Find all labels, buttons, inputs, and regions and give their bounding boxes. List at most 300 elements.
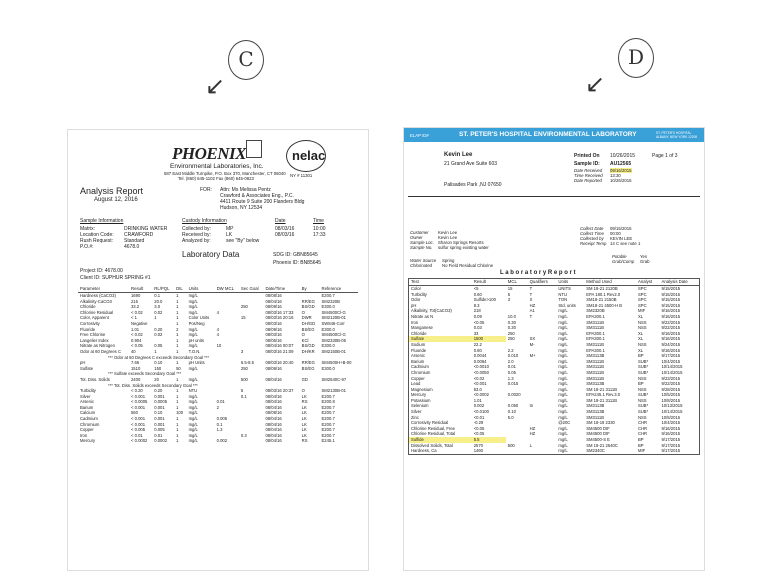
sample-id-value: AU12565	[610, 161, 632, 167]
table-cell: 0.0005	[154, 399, 168, 405]
table-cell: 20.0	[154, 298, 163, 304]
table-cell: 7.66	[130, 360, 140, 366]
table-cell: 9/24/2015	[661, 341, 681, 347]
table-cell: mg/L	[188, 332, 198, 338]
table-cell: SM 18-19 2330	[586, 420, 615, 426]
table-cell: SUB*	[637, 403, 649, 409]
table-cell: 08/03/16	[265, 332, 282, 338]
table-cell: <0.001	[473, 381, 487, 387]
dates-block: 08/03/16 10:00 08/03/16 17:33	[275, 226, 326, 238]
table-cell: mg/L	[188, 438, 198, 444]
table-cell: Nitrate as N	[411, 313, 434, 319]
table-cell: mg/L	[188, 365, 198, 371]
table-cell: M+	[529, 353, 536, 359]
header-title: ST. PETER'S HOSPITAL ENVIRONMENTAL LABORATORY	[459, 131, 637, 138]
table-cell: Arsenic	[411, 353, 425, 359]
table-cell: SPC	[637, 291, 647, 297]
table-cell: 1	[176, 393, 179, 399]
potable-meta: Potable Yes Grab/Comp Grab	[612, 254, 650, 264]
table-cell: 63.0	[473, 386, 482, 392]
page-number: Page 1 of 3	[652, 153, 678, 159]
st-peters-lab-report	[404, 128, 704, 570]
table-cell: Turbidity	[80, 388, 96, 394]
table-cell: Cadmium	[80, 416, 98, 422]
table-cell: < 0.0005	[130, 399, 148, 405]
sample-info-heading: Sample Information	[80, 218, 124, 224]
table-cell: 1510	[130, 365, 141, 371]
table-cell: mg/L	[558, 397, 568, 403]
table-cell: Chromium	[80, 421, 100, 427]
table-cell: < 0.0002	[130, 438, 148, 444]
table-cell: 9/16/2015	[661, 336, 681, 342]
table-cell: SM2130B-01	[321, 388, 346, 394]
table-cell: <0.02	[473, 375, 485, 381]
table-cell: O	[301, 332, 305, 338]
table-cell: Alkalinity, Tot(CaCO3)	[411, 308, 452, 314]
table-cell: 0.0064	[473, 358, 487, 364]
table-cell: 10/4/2015	[661, 358, 681, 364]
table-cell: 22.2	[473, 341, 482, 347]
table-cell: Arsenic	[80, 399, 94, 405]
table-cell: DH/GD	[301, 320, 316, 326]
table-cell: 2	[176, 326, 179, 332]
table-cell: E200.8	[321, 399, 335, 405]
phoenix-analysis-report	[68, 130, 368, 570]
table-cell: < 0.02	[130, 332, 143, 338]
table-cell: Odor	[411, 297, 421, 303]
table-cell: 1	[176, 432, 179, 438]
table-cell: 500	[507, 442, 515, 448]
table-cell: Sulfate	[409, 336, 472, 342]
table-cell: 0.05	[507, 369, 516, 375]
table-cell: XL	[637, 313, 644, 319]
table-cell: SM3113B	[586, 403, 605, 409]
table-cell: mg/L	[188, 309, 198, 315]
table-cell: RS	[301, 399, 308, 405]
table-cell: SM3111B	[586, 369, 605, 375]
table-cell: XL	[637, 347, 644, 353]
table-cell: 1	[176, 388, 179, 394]
table-cell: SM 18-21 3111B	[586, 397, 618, 403]
table-cell: 9/23/2015	[661, 375, 681, 381]
table-cell: NTU	[188, 388, 198, 394]
table-cell: SPC	[637, 286, 647, 291]
table-cell: DH/KR	[301, 348, 315, 354]
table-cell: 560	[130, 410, 138, 416]
table-cell: < 0.20	[130, 388, 143, 394]
custody-block: Collected by: MP Received by: LK Analyzed by: see "By" below	[182, 226, 260, 244]
table-cell: 1460	[473, 448, 484, 454]
table-cell: pH	[411, 302, 417, 308]
table-cell: SM3111B	[586, 414, 605, 420]
table-cell: 0.1	[240, 393, 247, 399]
table-cell: Barium	[411, 358, 425, 364]
table-cell: Alkalinity-CaCO3	[80, 298, 112, 304]
table-cell: CHR	[637, 420, 648, 426]
table-cell: Chloride	[411, 330, 427, 336]
table-cell: mg/L	[558, 369, 568, 375]
table-cell: mg/L	[188, 326, 198, 332]
table-cell: 1	[176, 293, 179, 298]
table-cell: Copper	[80, 427, 94, 433]
table-cell: Sulfate	[80, 365, 94, 371]
table-cell: Chlorine Residual, Free	[411, 425, 455, 431]
table-cell: Hardness (CaCO3)	[80, 293, 116, 298]
table-cell: mg/L	[558, 386, 568, 392]
table-cell: mg/L	[188, 393, 198, 399]
header-address: ST. PETER'S HOSPITAL ALBANY, NEW YORK 12208	[656, 131, 697, 139]
table-cell: <0.05	[473, 425, 485, 431]
table-cell: O	[301, 309, 305, 315]
table-cell: Magnesium	[411, 386, 433, 392]
table-cell: Hardness, Ca	[411, 448, 437, 454]
divider	[408, 196, 700, 197]
table-cell: 08/05/16	[265, 337, 282, 343]
table-cell: SM2340C	[586, 448, 605, 454]
table-cell: 08/08/16	[265, 293, 282, 298]
table-cell: Fluoride	[80, 326, 96, 332]
table-cell: 0.10	[154, 410, 163, 416]
table-cell: mg/L	[188, 399, 198, 405]
table-cell: <0.0050	[473, 369, 489, 375]
table-cell: 9/16/2015	[661, 425, 681, 431]
table-cell: Langelier Index	[80, 337, 109, 343]
table-cell: 1	[176, 348, 179, 354]
table-cell: Std. units	[558, 302, 576, 308]
table-cell: SM3111B	[586, 358, 605, 364]
table-cell: 4	[216, 326, 219, 332]
table-cell: BP	[637, 442, 644, 448]
table-cell: 08/09/16	[265, 365, 282, 371]
table-cell: XL	[637, 336, 644, 342]
table-cell: 10/8/2015	[661, 397, 681, 403]
table-cell: Free Chlorine	[80, 332, 106, 338]
table-cell: 9/17/2015	[661, 353, 681, 359]
table-cell: Selenium	[411, 403, 429, 409]
table-cell: Tot. Diss. Solids	[80, 376, 110, 382]
table-cell: Negative	[130, 320, 148, 326]
table-cell: E300.0	[321, 343, 335, 349]
table-cell: CHR	[637, 431, 648, 437]
client-address-2: Palisades Park ,NJ 07650	[444, 182, 502, 188]
table-cell: 10/13/2015	[661, 403, 683, 409]
table-cell: SM2150B-01	[321, 348, 346, 354]
table-cell: 0.002	[216, 438, 228, 444]
table-cell: Color Units	[188, 315, 210, 321]
printed-on-label: Printed On	[574, 153, 600, 159]
table-cell: 9/17/2015	[661, 448, 681, 454]
table-cell: 08/04/16	[265, 393, 282, 399]
table-cell: 0.001	[154, 393, 165, 399]
table-cell: Sulfide	[409, 437, 472, 443]
table-cell: HZ	[529, 302, 536, 308]
table-cell: E200.7	[321, 416, 335, 422]
phoenix-id: Phoenix ID: BN85645	[273, 260, 322, 266]
table-cell: 0.80	[473, 347, 482, 353]
table-cell: 3	[240, 348, 244, 354]
table-cell: tn	[529, 403, 534, 409]
table-cell: <0.0010	[473, 364, 489, 370]
table-cell: NSS	[637, 375, 647, 381]
table-cell: SM2330B-05	[321, 337, 346, 343]
table-cell: 2570	[473, 442, 484, 448]
table-cell: 1690	[130, 293, 141, 298]
table-cell: Chlorine Residual	[80, 309, 114, 315]
table-cell: NSS	[637, 341, 647, 347]
table-cell: 0.001	[154, 421, 165, 427]
nelac-id: NY # 11301	[290, 173, 313, 178]
table-cell: 0.015	[507, 381, 519, 387]
table-cell: @20C	[558, 420, 571, 426]
table-cell: < 1	[130, 315, 137, 321]
table-cell: LK	[301, 432, 307, 438]
table-cell: mg/L	[558, 358, 568, 364]
table-cell: mg/L	[558, 336, 568, 342]
table-cell: SM3113B	[586, 409, 605, 415]
table-cell: mg/L	[188, 298, 198, 304]
table-cell: SM3113B	[586, 353, 605, 359]
table-cell: EPA300.1	[586, 347, 605, 353]
table-cell: SM 18-21 3111B	[586, 386, 618, 392]
table-cell: 10/14/2015	[661, 409, 683, 415]
table-cell: E300.0	[321, 304, 335, 310]
table-cell: SUB*	[637, 358, 649, 364]
table-cell: 5	[240, 388, 244, 394]
table-cell: <0.0002	[473, 392, 489, 398]
table-cell: 9/22/2015	[661, 381, 681, 387]
table-cell: Sodium	[411, 341, 426, 347]
table-cell: 9/16/2015	[661, 313, 681, 319]
table-cell: 250	[507, 330, 515, 336]
table-cell: BP	[637, 353, 644, 359]
table-cell: mg/L	[558, 364, 568, 370]
table-cell: 500	[240, 376, 248, 382]
column-header: By	[300, 286, 320, 293]
table-cell: mg/L	[558, 448, 568, 454]
table-row	[78, 438, 358, 444]
table-cell: <0.05	[473, 319, 485, 325]
table-cell: EPA300.1	[586, 313, 605, 319]
table-cell: 15	[507, 286, 513, 291]
table-cell: Zinc	[411, 414, 419, 420]
table-cell: mg/L	[188, 410, 198, 416]
table-cell: DWR	[301, 315, 312, 321]
table-cell: 4	[216, 332, 219, 338]
table-cell: NSS	[637, 397, 647, 403]
table-cell: BP	[637, 437, 644, 443]
table-cell: mg/L	[558, 392, 568, 398]
table-cell: NSS	[637, 319, 647, 325]
table-cell: SM3111B	[586, 364, 605, 370]
arrow-down-left-icon: ↙	[585, 71, 606, 98]
phoenix-results-table	[78, 286, 358, 444]
table-cell: 0.60	[473, 291, 482, 297]
table-cell: 1	[154, 315, 157, 321]
table-cell: 20	[154, 376, 159, 382]
table-cell: Chloride	[80, 304, 96, 310]
table-cell: 0.005	[154, 427, 165, 433]
table-cell: 08/04/16	[265, 404, 282, 410]
table-cell: 1.01	[473, 397, 482, 403]
column-header: Reference	[320, 286, 359, 293]
table-cell: 0.10	[507, 409, 516, 415]
table-cell: 9/15/2015	[661, 286, 681, 291]
table-cell: Dissolved Solids, Total	[411, 442, 453, 448]
table-cell: mg/L	[188, 416, 198, 422]
table-cell: SX	[529, 336, 536, 342]
table-cell: EPA245.1 Rev.3.0	[586, 392, 621, 398]
table-cell: 9/28/2015	[661, 386, 681, 392]
table-cell: E200.7	[321, 293, 335, 298]
table-cell: 2	[216, 404, 219, 410]
table-cell: SPC	[637, 297, 647, 303]
table-cell: Corrosivity	[80, 320, 100, 326]
table-cell: 0.01	[507, 364, 516, 370]
table-cell: SM3111B	[586, 325, 605, 331]
table-cell: SM4500-S E	[586, 437, 610, 443]
client-name: Kevin Lee	[444, 152, 473, 158]
table-cell: 10/8/2015	[661, 414, 681, 420]
circled-label-c: C	[228, 40, 264, 80]
column-header: Method Used	[584, 279, 636, 286]
table-cell: SM 18-21 2540C	[586, 442, 618, 448]
table-cell: 100	[176, 410, 184, 416]
table-cell: 0.20	[154, 388, 163, 394]
sdg-id: SDG ID: GBN85645	[273, 252, 318, 258]
table-cell: 33	[473, 330, 479, 336]
table-cell: 10/14/2015	[661, 364, 683, 370]
header-elap: ELAP ID#	[410, 133, 429, 138]
column-header: Sec Goal	[239, 286, 264, 293]
table-cell: 08/03/16 20:16	[265, 315, 294, 321]
table-cell: 1	[176, 304, 179, 310]
table-cell: 10/5/2015	[661, 392, 681, 398]
column-header: RL/PQL	[152, 286, 174, 293]
column-header: Date/Time	[263, 286, 299, 293]
table-cell: E300.0	[321, 365, 335, 371]
table-cell: LK	[301, 427, 307, 433]
table-cell: <0.01	[473, 414, 485, 420]
for-label: FOR:	[200, 187, 212, 193]
table-cell: T	[529, 291, 533, 297]
table-cell: BS/GD	[301, 343, 315, 349]
table-cell: mg/L	[558, 341, 568, 347]
table-cell: 2.2	[507, 347, 514, 353]
table-cell: 250	[240, 304, 248, 310]
table-cell: KCl	[301, 337, 309, 343]
table-cell: UNITS	[558, 286, 571, 291]
table-cell: mg/L	[558, 347, 568, 353]
table-cell: 0.0044	[473, 353, 487, 359]
table-cell: SM4500Cl-G	[321, 332, 346, 338]
table-cell: 1	[154, 348, 157, 354]
table-cell: mg/L	[558, 403, 568, 409]
client-address-1: 21 Grand Ave Suite 603	[444, 161, 498, 167]
table-cell: 9/16/2015	[661, 347, 681, 353]
table-cell: pH Units	[188, 360, 205, 366]
table-cell: MIF	[637, 448, 646, 454]
table-cell: mg/L	[188, 427, 198, 433]
table-cell: 0.001	[154, 404, 165, 410]
column-header: Result	[129, 286, 152, 293]
table-cell: 08/09/16	[265, 326, 282, 332]
lab-address: 587 East Middle Turnpike, P.O. Box 370, Manchester, CT 06040	[164, 171, 286, 176]
table-cell: SM2120B-01	[321, 315, 346, 321]
table-cell: SM2540C-97	[321, 376, 347, 382]
table-cell: NSS	[637, 414, 647, 420]
table-cell: NTU	[558, 291, 567, 297]
table-cell: 10	[216, 343, 222, 349]
table-cell: 40	[130, 348, 136, 354]
table-cell: E200.7	[321, 427, 335, 433]
table-cell: SM4500Cl-G	[321, 309, 346, 315]
table-cell: Chromium	[411, 369, 431, 375]
column-header: Units	[556, 279, 584, 286]
table-cell: 0.0020	[507, 392, 521, 398]
table-cell: *** Odor at 60 Degrees C exceeds Secondary Goal ***	[108, 354, 210, 360]
table-cell: 0.02	[154, 309, 163, 315]
table-cell: 9/16/2015	[661, 431, 681, 437]
receipt-meta: Date Received 09/16/2015 Time Received 13:30 Date Reported 10/26/2015	[574, 168, 632, 183]
table-cell: 1	[176, 298, 179, 304]
table-cell: 0.1	[154, 293, 161, 298]
nelac-logo-text: nelac	[292, 148, 326, 163]
column-header: DIL	[174, 286, 186, 293]
table-cell: Manganese	[411, 325, 433, 331]
table-cell: -0.29	[473, 420, 484, 426]
table-cell: 08/04/16 00:07	[265, 343, 294, 349]
table-cell: SM3113B	[586, 381, 605, 387]
table-cell: 08/03/16 21:09	[265, 348, 294, 354]
table-cell: 1.01	[130, 326, 140, 332]
customer-meta: Customer Kevin Lee Owner Kevin Lee Sample Loc. Sharon Springs Resorts Sample No. sulfur spring existing water	[410, 230, 489, 250]
table-cell: BP	[637, 381, 644, 387]
column-header: Test	[409, 279, 472, 286]
table-cell: 4	[216, 309, 219, 315]
table-cell: 5	[507, 291, 511, 297]
table-cell: 10/14/2015	[661, 369, 683, 375]
table-cell: A1	[529, 308, 535, 314]
st-peters-results-table	[408, 278, 700, 455]
table-cell: Lead	[411, 381, 421, 387]
table-cell: SUB*	[637, 369, 649, 375]
table-cell: HZ	[529, 425, 536, 431]
table-cell: 33.2	[130, 304, 140, 310]
table-cell: mg/L	[558, 425, 568, 431]
column-header: Analyst	[636, 279, 659, 286]
table-cell: T.O.N.	[188, 348, 201, 354]
column-header: DW MCL	[215, 286, 239, 293]
table-cell: SM4500H+B-00	[321, 360, 352, 366]
report-date: August 12, 2016	[94, 197, 138, 203]
table-cell: Barium	[80, 404, 94, 410]
column-header: Parameter	[78, 286, 129, 293]
table-cell: LK	[301, 393, 307, 399]
table-cell: SM4500 DIF	[586, 431, 610, 437]
table-cell: 0.10	[154, 360, 163, 366]
table-cell: Iron	[80, 432, 88, 438]
table-cell: 3	[507, 297, 511, 303]
table-cell: BS/GD	[301, 304, 315, 310]
table-cell: 9/16/2015	[661, 330, 681, 336]
table-cell: Chlorine Residual, Total	[411, 431, 456, 437]
lab-data-title: Laboratory Data	[182, 250, 240, 259]
table-cell: 08/08/16	[265, 410, 282, 416]
table-cell: 0.904	[130, 337, 142, 343]
table-cell: 0.002	[473, 403, 485, 409]
table-cell: LK	[301, 421, 307, 427]
table-cell: 150	[154, 365, 162, 371]
